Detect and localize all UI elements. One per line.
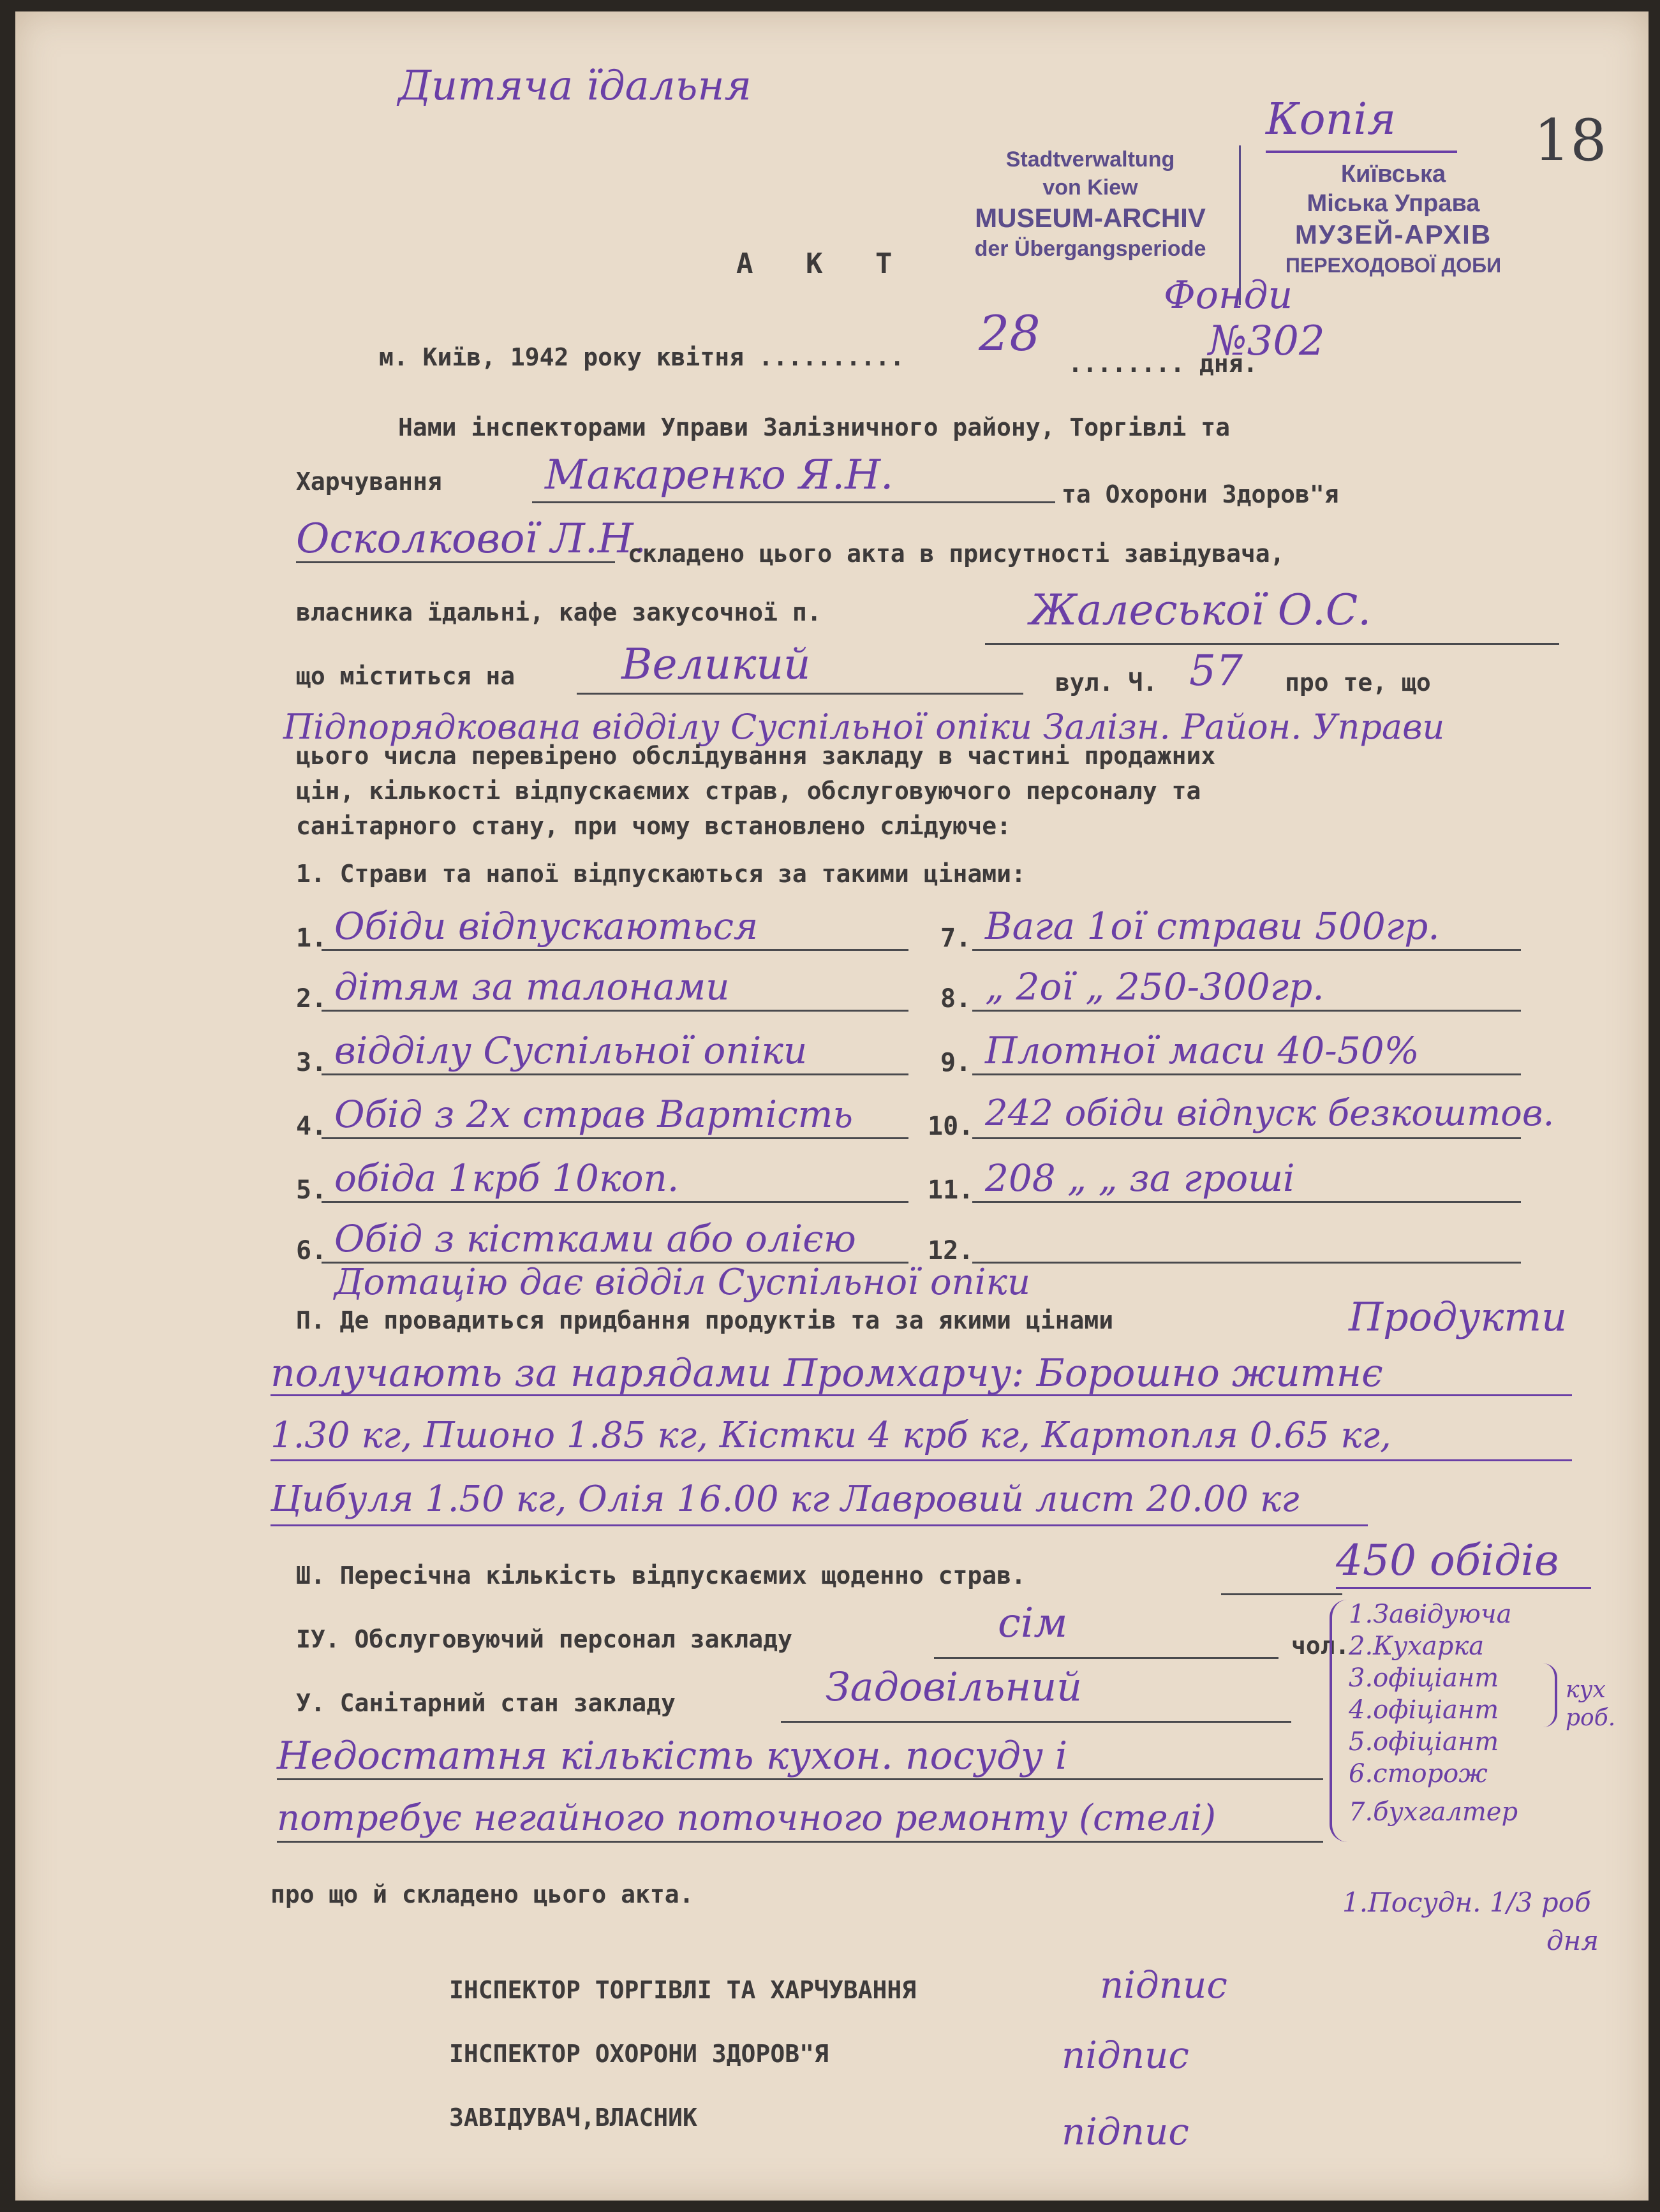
intro-line8: санітарного стану, при чому встановлено слідуюче: — [296, 812, 1012, 840]
inspector1-line — [532, 501, 1055, 503]
section2-answer-start: Продукти — [1349, 1294, 1567, 1340]
intro-line2-suffix: та Охорони Здоров"я — [1062, 480, 1339, 508]
list-item-text: Обіди відпускаються — [334, 904, 759, 948]
section5-comment-line2: потребує негайного поточного ремонту (стелі) — [277, 1797, 1217, 1839]
intro-line6: цього числа перевірено обслідування закладу в частині продажних — [296, 742, 1216, 770]
signature-mark: підпис — [1062, 2110, 1189, 2153]
intro-line7: цін, кількості відпускаємих страв, обслуговуючого персоналу та — [296, 777, 1201, 805]
stamp-ua-line4: ПЕРЕХОДОВОЇ ДОБИ — [1285, 254, 1502, 277]
intro-line1: Нами інспекторами Управи Залізничного району, Торгівлі та — [398, 413, 1231, 441]
section3-heading: Ш. Пересічна кількість відпускаємих щоденно страв. — [296, 1561, 1026, 1589]
staff-list-item: 3.офіціант — [1349, 1663, 1499, 1693]
stamp-ua-line2: Міська Управа — [1307, 190, 1480, 217]
section2-answer-line2: 1.30 кг, Пшоно 1.85 кг, Кістки 4 крб кг, Картопля 0.65 кг, — [270, 1415, 1391, 1456]
kopiya-underline — [1266, 151, 1457, 153]
signature-mark: підпис — [1062, 2033, 1189, 2077]
list-item-text: 242 обіди відпуск безкоштов. — [985, 1093, 1555, 1134]
list-item-number: 12. — [928, 1236, 974, 1265]
section2-line2 — [270, 1459, 1572, 1461]
list-item-number: 6. — [296, 1236, 327, 1265]
list-item-text: обіда 1крб 10коп. — [334, 1156, 679, 1200]
list-item-number: 2. — [296, 984, 327, 1014]
staff-list-item: 5.офіціант — [1349, 1727, 1499, 1757]
date-day: 28 — [979, 305, 1041, 362]
section5-heading: У. Санітарний стан закладу — [296, 1689, 676, 1717]
signature-role: ІНСПЕКТОР ОХОРОНИ ЗДОРОВ"Я — [449, 2040, 829, 2068]
section3-line — [1221, 1593, 1342, 1595]
section4-answer: сім — [998, 1600, 1068, 1647]
manager-name: Жалеської О.С. — [1030, 586, 1372, 635]
stamp-de-line4: der Übergangsperiode — [974, 237, 1206, 261]
section3-answer-underline — [1336, 1587, 1591, 1589]
section4-heading: ІУ. Обслуговуючий персонал закладу — [296, 1625, 792, 1653]
staff-extra-dishwasher: 1.Посудн. 1/3 роб — [1342, 1887, 1591, 1918]
kopiya-stamp: Копія — [1266, 94, 1397, 145]
intro-line5-prefix: що міститься на — [296, 662, 515, 690]
section4-line — [934, 1657, 1278, 1659]
staff-list-item: 1.Завідуюча — [1349, 1600, 1512, 1629]
list-item-line — [972, 1262, 1521, 1264]
section5-comment-line1: Недостатня кількість кухон. посуду і — [277, 1734, 1068, 1778]
staff-list-item: 6.сторож — [1349, 1759, 1488, 1788]
list-item-text: дітям за талонами — [334, 965, 730, 1008]
section5-comment-line1-rule — [277, 1778, 1323, 1780]
document-sheet — [15, 11, 1649, 2201]
staff-list-item: 4.офіціант — [1349, 1695, 1499, 1725]
signature-role: ЗАВІДУВАЧ,ВЛАСНИК — [449, 2104, 697, 2132]
staff-note: кух роб. — [1566, 1677, 1616, 1731]
list-item-number: 5. — [296, 1176, 327, 1205]
handwritten-insert-subordination: Підпорядкована відділу Суспільної опіки Залізн. Район. Управи — [283, 707, 1445, 747]
street-type: вул. Ч. — [1055, 668, 1158, 697]
list-item-line — [322, 1137, 908, 1139]
section2-heading: П. Де провадиться придбання продуктів та за якими цінами — [296, 1306, 1114, 1334]
inspector2-line — [296, 561, 615, 563]
list-item-text: Вага 1ої страви 500гр. — [985, 904, 1440, 948]
list-item-line — [972, 1010, 1521, 1012]
museum-stamp-ukrainian — [1247, 159, 1540, 279]
staff-extra-day: дня — [1546, 1925, 1599, 1956]
staff-sub-brace — [1543, 1663, 1557, 1727]
list-item-line — [322, 1073, 908, 1075]
staff-list-item: 2.Кухарка — [1349, 1632, 1485, 1661]
list-item-text: Обід з кістками або олією — [334, 1217, 856, 1260]
list-item-line — [972, 1137, 1521, 1139]
list-item-number: 10. — [928, 1112, 974, 1141]
stamp-de-line3: MUSEUM-ARCHIV — [975, 203, 1206, 233]
staff-brace — [1330, 1600, 1347, 1842]
inspector2-name: Осколкової Л.Н. — [296, 515, 647, 563]
section5-line — [781, 1721, 1291, 1723]
section3-answer: 450 обідів — [1336, 1536, 1559, 1585]
closing-sentence: про що й складено цього акта. — [270, 1880, 694, 1908]
page-number: 18 — [1534, 107, 1607, 174]
list-item-line — [322, 949, 908, 951]
date-prefix: м. Київ, 1942 року квітня .......... — [379, 343, 905, 371]
section5-answer: Задовільний — [826, 1663, 1083, 1710]
list-item-text: Плотної маси 40-50% — [985, 1029, 1419, 1072]
list-item-number: 8. — [940, 984, 972, 1014]
list-item-line — [322, 1010, 908, 1012]
section2-line1 — [270, 1394, 1572, 1396]
fond-number: №302 — [1208, 318, 1325, 365]
list-item-number: 7. — [940, 924, 972, 953]
street-number: 57 — [1189, 646, 1243, 695]
intro-line5-suffix: про те, що — [1285, 668, 1431, 697]
list-item-text: відділу Суспільної опіки — [334, 1029, 808, 1072]
section2-line3 — [270, 1524, 1368, 1526]
stamp-ua-line3: МУЗЕЙ-АРХІВ — [1294, 219, 1492, 249]
list-item-number: 4. — [296, 1112, 327, 1141]
intro-line3: складено цього акта в присутності завідувача, — [628, 540, 1285, 568]
section5-comment-line2-rule — [277, 1841, 1323, 1843]
signature-mark: підпис — [1100, 1963, 1227, 2007]
manager-line — [985, 643, 1559, 645]
section2-answer-line1: получають за нарядами Промхарчу: Борошно житнє — [270, 1351, 1383, 1396]
list-item-number: 3. — [296, 1048, 327, 1077]
stamp-de-line1: Stadtverwaltung — [1005, 147, 1175, 172]
section4-suffix: чол. — [1291, 1632, 1350, 1660]
intro-line4: власника їдальні, кафе закусочної п. — [296, 598, 822, 626]
signature-role: ІНСПЕКТОР ТОРГІВЛІ ТА ХАРЧУВАННЯ — [449, 1976, 917, 2004]
handwritten-subsidy-note: Дотацію дає відділ Суспільної опіки — [334, 1262, 1031, 1303]
list-item-text: „ 2ої „ 250-300гр. — [985, 965, 1324, 1008]
street-line — [577, 693, 1023, 695]
stamp-ua-line1: Київська — [1340, 161, 1446, 188]
date-suffix: ........ дня. — [1068, 350, 1258, 378]
list-item-number: 1. — [296, 924, 327, 953]
staff-list-item: 7.бухгалтер — [1349, 1797, 1518, 1827]
handwritten-title: Дитяча їдальня — [398, 63, 752, 110]
section1-heading: 1. Страви та напої відпускаються за такими цінами: — [296, 860, 1026, 888]
street-name: Великий — [621, 640, 811, 689]
section2-answer-line3: Цибуля 1.50 кг, Олія 16.00 кг Лавровий лист 20.00 кг — [270, 1478, 1300, 1520]
list-item-number: 9. — [940, 1048, 972, 1077]
intro-line2-prefix: Харчування — [296, 468, 442, 496]
act-title: А К Т — [736, 247, 910, 280]
list-item-text: Обід з 2х страв Вартість — [334, 1093, 854, 1136]
list-item-line — [972, 1073, 1521, 1075]
list-item-text: 208 „ „ за гроші — [985, 1156, 1295, 1200]
museum-stamp-german — [947, 145, 1234, 263]
list-item-number: 11. — [928, 1176, 974, 1205]
list-item-line — [972, 949, 1521, 951]
stamp-de-line2: von Kiew — [1042, 175, 1138, 200]
list-item-line — [972, 1201, 1521, 1203]
fondy-note: Фонди — [1164, 273, 1293, 318]
inspector1-name: Макаренко Я.Н. — [545, 452, 894, 499]
list-item-line — [322, 1201, 908, 1203]
